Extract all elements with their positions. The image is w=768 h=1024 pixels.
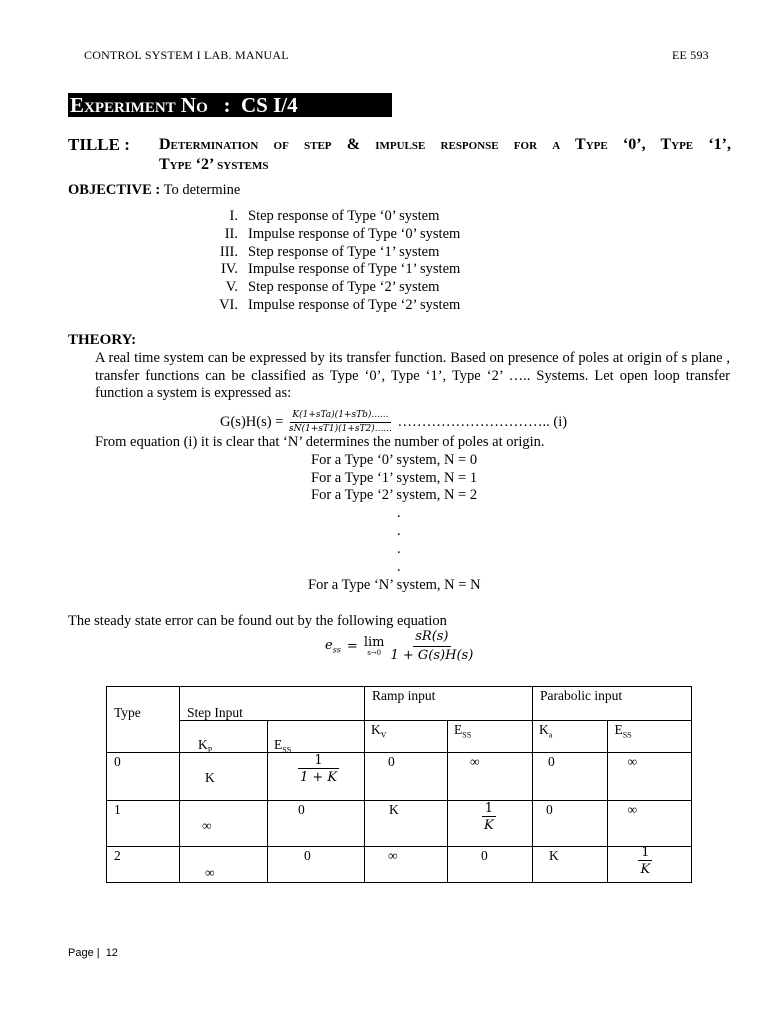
cell-type-value: 1 [114,802,121,817]
header-ramp-cell [365,687,533,721]
error-table [106,686,692,883]
eq-fraction [287,409,394,436]
cell-ess1 [268,847,365,883]
header-left: CONTROL SYSTEM I LAB. MANUAL [84,48,289,62]
cell-type [107,847,180,883]
cell-kv-value: 0 [388,754,395,769]
ess-lhs [325,638,341,655]
table-row [107,753,692,801]
header-ka-sub: a [548,730,553,740]
list-item [224,225,461,244]
list-item-num: III. [219,243,238,260]
cell-type [107,753,180,801]
header-right: EE 593 [672,48,709,62]
cell-ess3 [608,753,692,801]
cell-ess2-value: 0 [481,848,488,863]
cell-ess3-value: ∞ [627,802,638,817]
theory-line-2: From equation (i) it is clear that ‘N’ determines the number of poles at origin. [95,434,545,450]
cell-ess3 [608,847,692,883]
cell-ess2 [448,847,533,883]
experiment-label: Experiment No [70,93,208,117]
header-type: Type [114,705,141,720]
header-ess3-sub: SS [622,730,632,740]
ess-symbol: e [325,638,333,654]
ess-equals: = [346,639,358,654]
fraction-numerator: 1 [641,845,650,860]
cell-ka [533,801,608,847]
cell-kp [180,847,268,883]
cell-ess1 [268,801,365,847]
cell-ess2-fraction [482,801,496,834]
transfer-function-equation [220,409,567,436]
list-item [219,243,460,262]
cell-ess2-value: ∞ [470,754,480,769]
cell-ess1 [268,753,365,801]
cell-type-value: 0 [114,754,121,769]
list-item-num: V. [225,279,238,296]
title-line-1: Determination of step & impulse response for a Type ‘0’, Type ‘1’, [159,136,731,153]
title-label: TILLE : [68,135,130,154]
fraction-denominator: K [640,862,651,877]
cell-kv-value: K [389,802,399,817]
table-row [107,687,692,721]
header-ess2-symbol: E [454,722,463,737]
cell-ka-value: 0 [548,754,555,769]
header-ess3-symbol: E [614,722,623,737]
list-item-text: Step response of Type ‘0’ system [248,208,440,224]
lim-operator [364,636,385,657]
list-item-text: Step response of Type ‘2’ system [248,279,440,296]
experiment-heading [70,94,298,116]
header-kv-sub: V [380,730,387,740]
header-ka [539,722,552,740]
cell-ka [533,847,608,883]
experiment-code: CS I/4 [241,93,298,117]
footer-page-number: 12 [105,947,118,959]
cell-ess3-fraction [638,845,652,878]
objective [68,182,240,200]
list-item [219,296,461,315]
cell-ka-value: 0 [546,802,553,817]
table-row [107,721,692,753]
cell-ess1-value: 0 [298,802,305,817]
cell-ess2 [448,753,533,801]
header-step: Step Input [187,705,243,720]
table-row [107,801,692,847]
list-item-text: Step response of Type ‘1’ system [248,243,440,260]
header-ess1-sub: SS [282,745,292,755]
ess-subscript: ss [332,645,341,655]
header-kp-symbol: K [198,737,208,752]
ess-equation [325,628,475,665]
header-ess2-cell [448,721,533,753]
header-step-cell [180,687,365,721]
title-line-2: Type ‘2’ systems [159,156,269,173]
fraction-denominator: 1 + K [300,770,338,785]
header-kp-cell [180,721,268,753]
list-item-text: Impulse response of Type ‘1’ system [248,261,461,278]
list-item-num: II. [224,225,238,242]
header-parabolic: Parabolic input [540,688,623,703]
list-item-num: I. [229,208,238,224]
objective-text: To determine [163,182,241,198]
steady-state-text: The steady state error can be found out by the following equation [68,613,447,629]
header-parabolic-cell [533,687,692,721]
header-ramp: Ramp input [372,688,436,703]
fraction-numerator: 1 [314,753,323,768]
theory-label: THEORY: [68,332,137,348]
header-kp-sub: P [207,745,213,755]
header-ess1-symbol: E [274,737,283,752]
list-item-num: IV. [220,261,238,278]
eq-denominator: sN(1+sT1)(1+sT2)...... [288,424,392,434]
footer-page-label: Page [68,947,94,959]
list-item [225,279,460,297]
ellipsis-dot: . [397,541,401,557]
experiment-sep: : [223,93,231,117]
header-ess3 [614,722,631,740]
lim-subscript: s→0 [367,649,382,657]
header-kv [371,722,387,740]
header-ka-symbol: K [539,722,549,737]
header-kv-symbol: K [371,722,381,737]
list-item [229,208,460,226]
footer [68,947,118,959]
header-ka-cell [533,721,608,753]
cell-kv [365,753,448,801]
cell-ess3 [608,801,692,847]
ess-denominator: 1 + G(s)H(s) [390,648,474,663]
type-1-line: For a Type ‘1’ system, N = 1 [311,470,478,486]
cell-ka-value: K [549,848,559,863]
eq-numerator: K(1+sTa)(1+sTb)...... [290,409,390,423]
header-ess1-cell [268,721,365,753]
cell-ess3-value: ∞ [627,754,638,769]
type-2-line: For a Type ‘2’ system, N = 2 [311,487,478,503]
fraction-numerator: 1 [484,801,493,816]
cell-type [107,801,180,847]
eq-tag: ………………………….. (i) [397,413,568,430]
cell-kp [180,801,268,847]
type-n-line: For a Type ‘N’ system, N = N [308,577,481,593]
cell-type-value: 2 [114,848,121,863]
ellipsis-dot: . [397,505,401,521]
header-ess3-cell [608,721,692,753]
cell-ess1-value: 0 [304,848,311,863]
header-type-cell [107,687,180,753]
header-kv-cell [365,721,448,753]
type-0-line: For a Type ‘0’ system, N = 0 [311,452,478,468]
cell-ess2 [448,801,533,847]
lim-text: lim [363,635,385,650]
list-item-text: Impulse response of Type ‘2’ system [248,296,461,313]
theory-paragraph: A real time system can be expressed by its transfer function. Based on presence of poles at origin of s plane , transfer functions can be classified as Type ‘0’, Type ‘1’, Type ‘2’ ….. Systems. Let open loop transfer function a system is expressed as: [95,350,730,401]
cell-kp-value: K [205,770,215,785]
ess-numerator: sR(s) [413,628,450,647]
header-ess2-sub: SS [462,730,472,740]
header-ess2 [454,722,471,740]
footer-separator: | [96,947,100,959]
list-item [220,261,461,279]
ellipsis-dot: . [397,559,401,575]
cell-kv [365,801,448,847]
cell-kp-value: ∞ [202,818,212,833]
objective-list [219,208,461,315]
cell-kp [180,753,268,801]
ellipsis-dot: . [397,523,401,539]
list-item-num: VI. [219,296,238,313]
cell-ess1-fraction [298,753,339,786]
cell-ka [533,753,608,801]
cell-kv-value: ∞ [388,848,398,863]
cell-kv [365,847,448,883]
eq-lhs: G(s)H(s) = [220,413,284,430]
objective-label: OBJECTIVE : [68,182,161,198]
fraction-denominator: K [484,818,494,833]
ess-fraction [388,628,475,665]
cell-kp-value: ∞ [205,865,215,880]
list-item-text: Impulse response of Type ‘0’ system [248,225,461,242]
table-row [107,847,692,883]
